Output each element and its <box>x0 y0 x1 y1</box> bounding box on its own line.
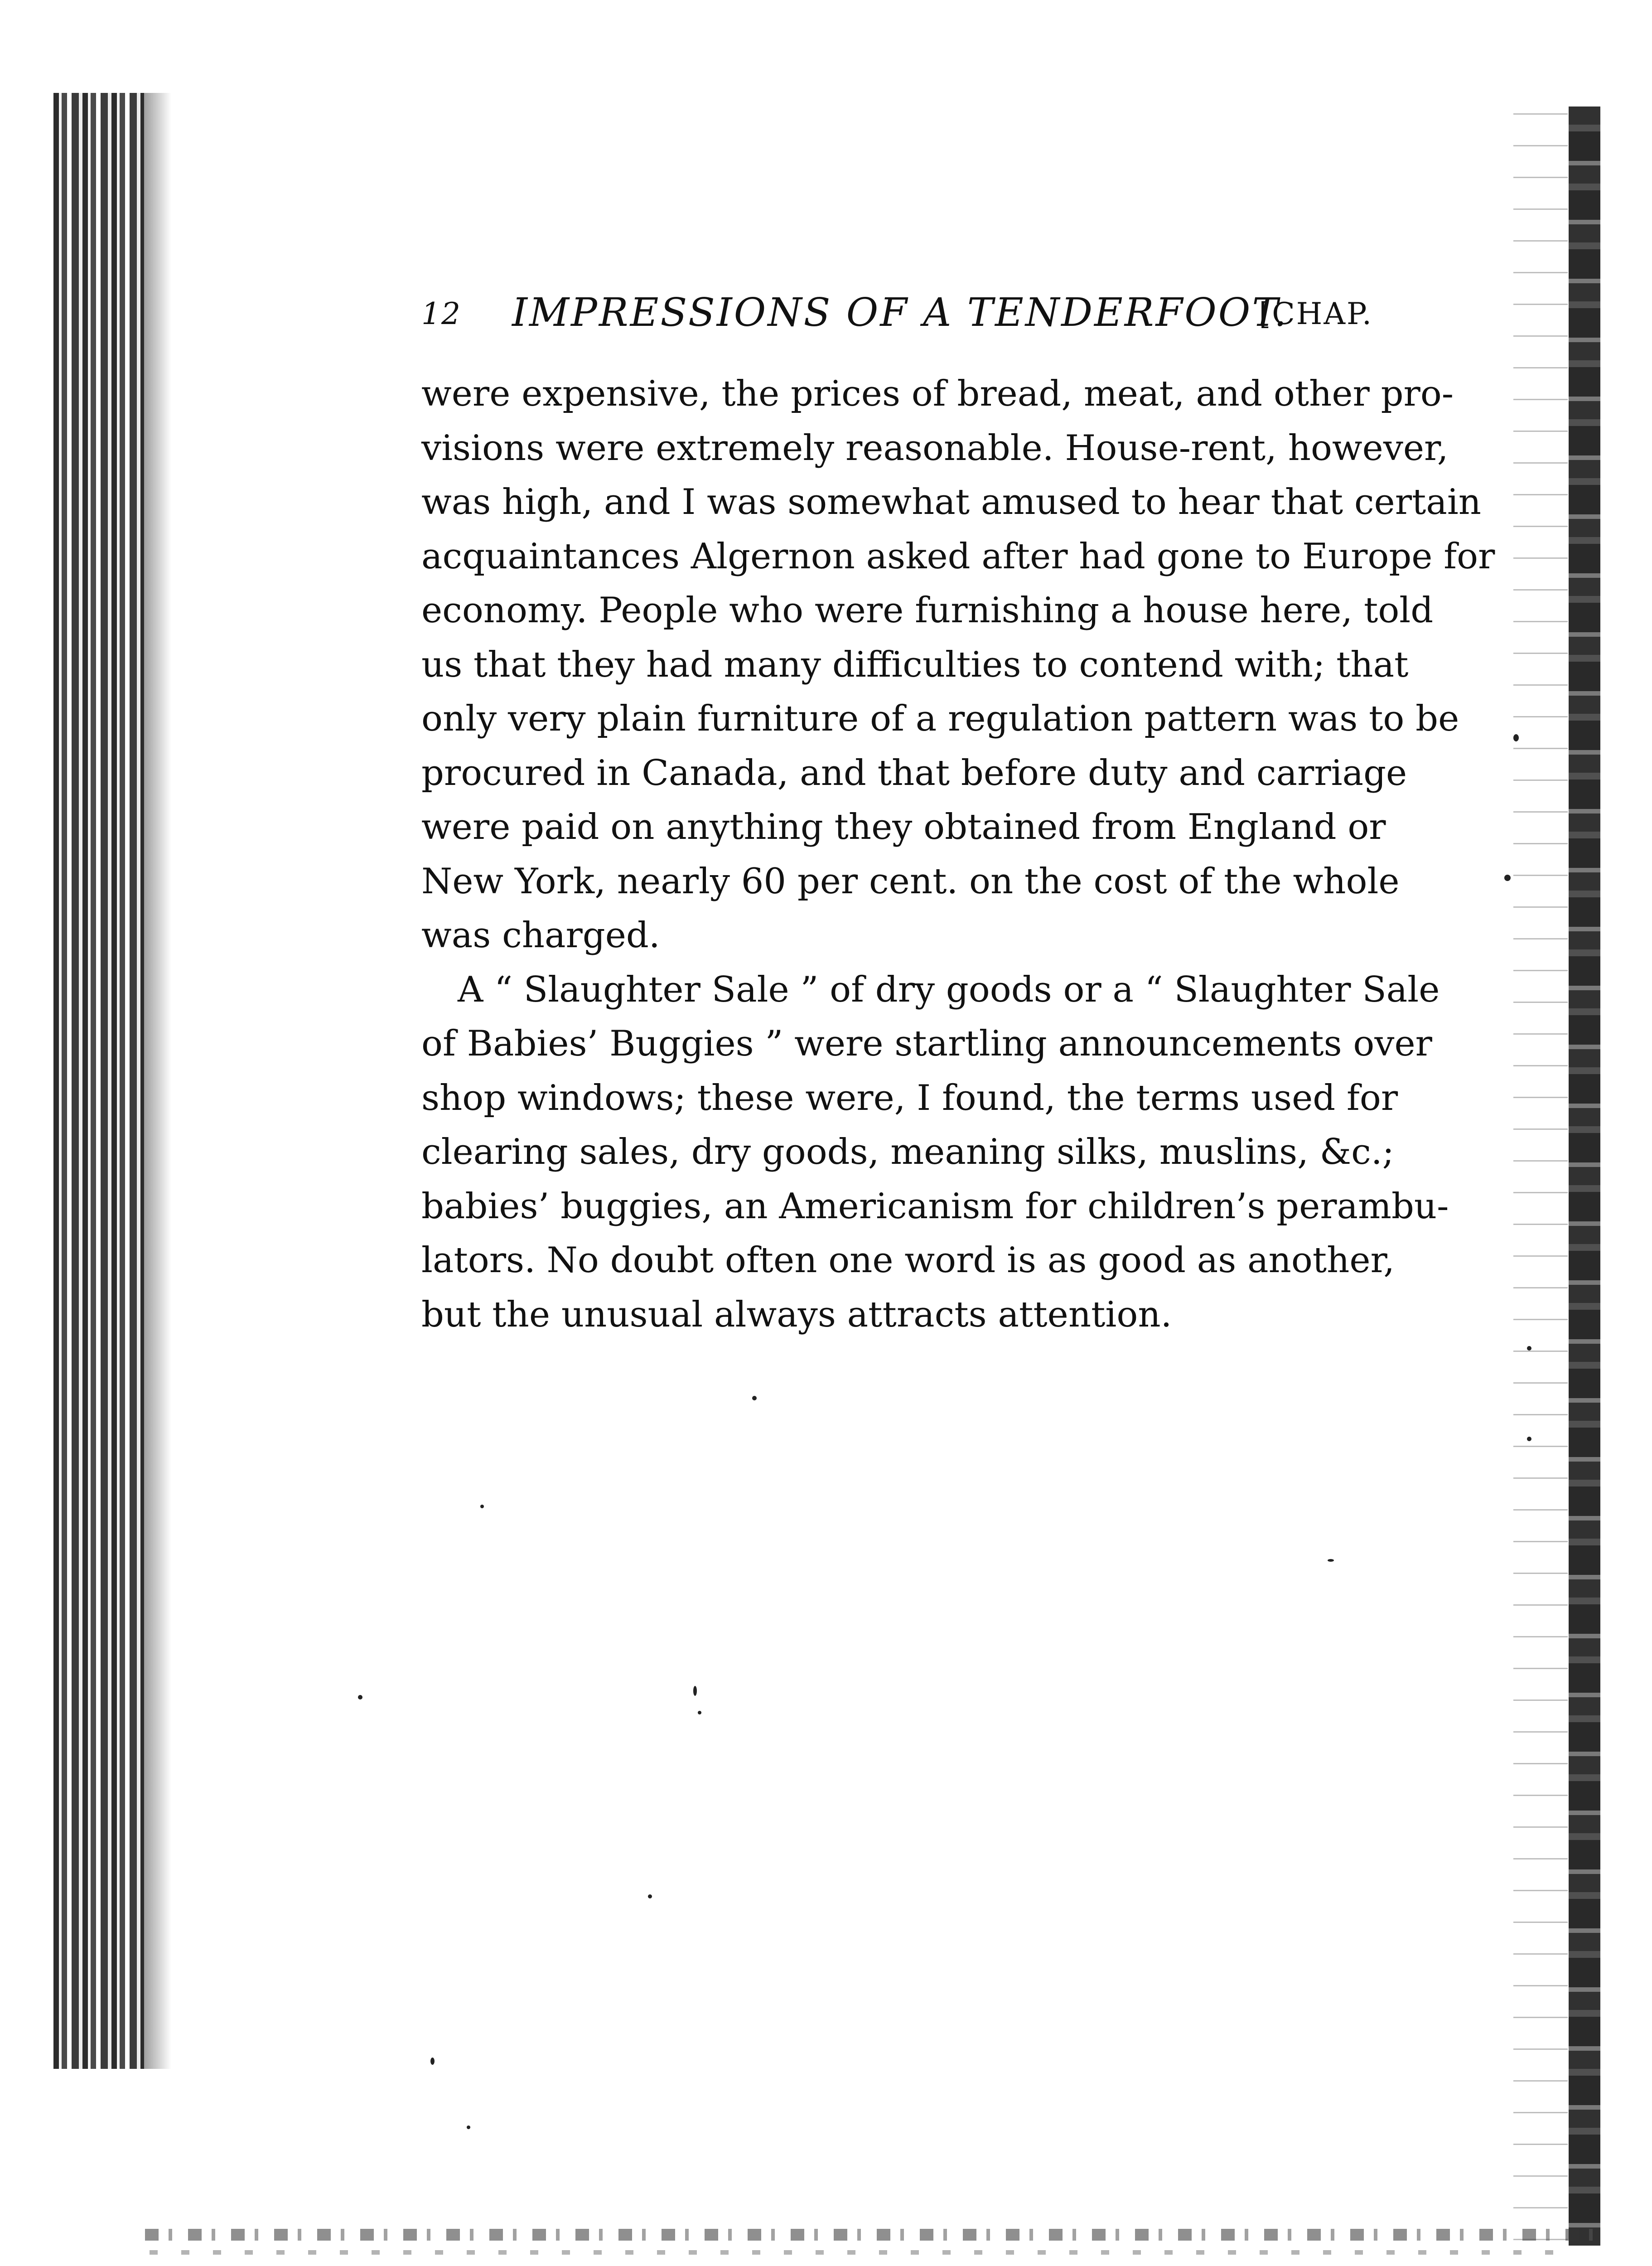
text-line: acquaintances Algernon asked after had gone to Europe for <box>421 536 1495 577</box>
text-line: only very plain furniture of a regulation pattern was to be <box>421 698 1459 739</box>
book-title: IMPRESSIONS OF A TENDERFOOT. <box>512 290 1289 335</box>
text-line: was high, and I was somewhat amused to hear that certain <box>421 482 1482 523</box>
text-line: was charged. <box>421 915 660 956</box>
body-text <box>421 367 1495 1342</box>
scan-speck <box>1527 1437 1531 1441</box>
scan-speck <box>752 1396 757 1400</box>
chapter-mark: [CHAP. <box>1259 296 1373 331</box>
scan-edge-left <box>53 93 144 2069</box>
text-line: us that they had many difficulties to contend with; that <box>421 644 1409 685</box>
text-line: clearing sales, dry goods, meaning silks, muslins, &c.; <box>421 1132 1394 1172</box>
text-line: were paid on anything they obtained from England or <box>421 807 1386 847</box>
text-line: but the unusual always attracts attention. <box>421 1294 1172 1335</box>
text-line: procured in Canada, and that before duty and carriage <box>421 752 1407 794</box>
scan-speck <box>1527 1346 1531 1351</box>
text-line: visions were extremely reasonable. House-rent, however, <box>421 427 1449 469</box>
text-line: of Babies’ Buggies ” were startling announcements over <box>421 1023 1432 1064</box>
scan-speck <box>648 1894 652 1898</box>
scan-edge-right <box>1569 107 1600 2246</box>
scan-speck <box>430 2058 435 2065</box>
scan-speck <box>693 1686 697 1696</box>
text-line: lators. No doubt often one word is as good as another, <box>421 1240 1395 1281</box>
scan-speck <box>1328 1559 1334 1562</box>
scan-edge-bottom <box>145 2229 1595 2241</box>
text-line: shop windows; these were, I found, the terms used for <box>421 1077 1398 1118</box>
scan-edge-left-shadow <box>144 93 171 2069</box>
scan-speck <box>1513 734 1519 741</box>
scan-speck <box>480 1505 484 1508</box>
text-line: were expensive, the prices of bread, meat, and other pro- <box>421 373 1454 414</box>
scan-edge-bottom-dashes <box>150 2250 1577 2255</box>
text-line: A “ Slaughter Sale ” of dry goods or a “ Slaughter Sale <box>458 969 1440 1010</box>
scan-speck <box>358 1695 362 1700</box>
scan-speck <box>467 2126 470 2129</box>
paragraph-2 <box>421 963 1449 1342</box>
page-number: 12 <box>421 296 461 331</box>
running-head <box>421 290 1373 340</box>
scan-speck <box>698 1711 701 1714</box>
scan-edge-right-grain <box>1513 100 1568 2252</box>
text-line: babies’ buggies, an Americanism for children’s perambu- <box>421 1186 1449 1227</box>
paragraph-1 <box>421 367 1495 963</box>
text-line: New York, nearly 60 per cent. on the cost of the whole <box>421 861 1400 902</box>
text-line: economy. People who were furnishing a house here, told <box>421 590 1434 631</box>
scan-speck <box>1504 875 1511 881</box>
